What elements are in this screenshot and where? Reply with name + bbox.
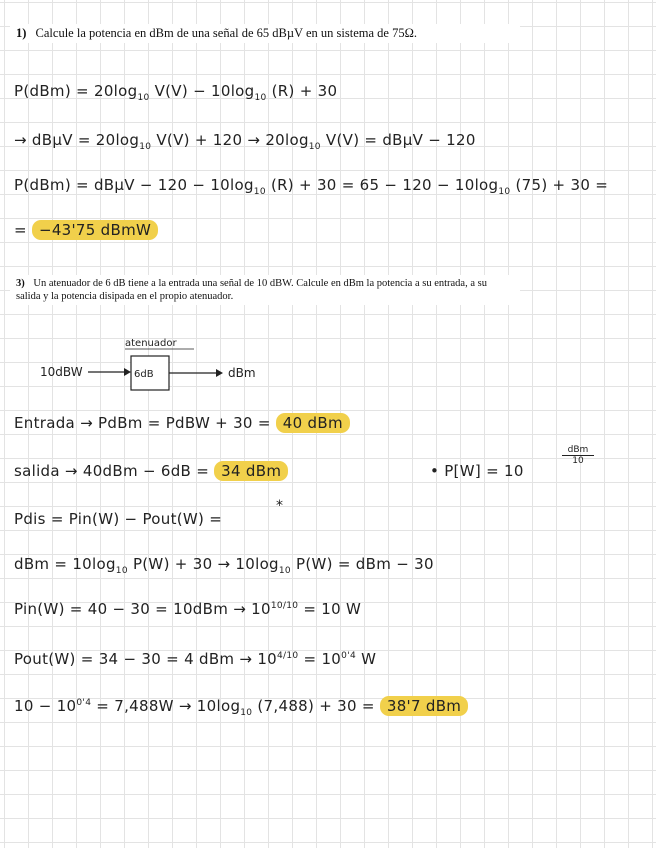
problem-number: 1) xyxy=(16,26,27,40)
diagram-input-label: 10dBW xyxy=(40,365,83,379)
highlighted-final-result: 38'7 dBm xyxy=(380,696,468,716)
conversion-line: dBm = $10\log_{10}$ $P(W) + 30 \to 10\log_{10}$ P(W) = dBm − 30 xyxy=(14,555,434,576)
power-exponent-fraction: dBm 10 xyxy=(562,445,594,466)
problem-number: 3) xyxy=(16,278,25,289)
asterisk-mark: * xyxy=(276,498,283,514)
problem-text: Calcule la potencia en dBm de una señal de 65 dBµV en un sistema de 75Ω. xyxy=(35,26,417,40)
problem-3-statement xyxy=(10,275,520,305)
problem-text: Un atenuador de 6 dB tiene a la entrada una señal de 10 dBW. Calcule en dBm la potencia a su entrada, a su salida y la potencia disipada en el propio atenuador. xyxy=(16,278,487,302)
diagram-output-label: dBm xyxy=(228,366,256,380)
attenuator-value: 6dB xyxy=(134,369,154,380)
highlighted-result: −43'75 dBmW xyxy=(32,220,158,240)
salida-line: salida → 40dBm − 6dB = 34 dBm xyxy=(14,462,288,480)
final-line: $10 - 10^{0'4} = 7,488W \to 10\log_{10}$ (7,488) + 30 = 38'7 dBm xyxy=(14,697,468,718)
pout-line: Pout(W) = 34 − 30 = 4 dBm → $10^{4/10} = 10^{0'4}$ W xyxy=(14,650,377,668)
formula-dbuv-line: → $dB\mu V = 20\log_{10}$ $V(V) + 120 \to 20\log_{10}$ V(V) = dBµV − 120 xyxy=(14,131,476,152)
pin-line: $Pin(W) = 40 - 30 = 10dBm \to 10^{10/10} = 10$ W xyxy=(14,600,362,618)
diagram-title: atenuador xyxy=(125,338,177,349)
highlighted-entrada-result: 40 dBm xyxy=(276,413,350,433)
entrada-line: Entrada → PdBm = PdBW + 30 = 40 dBm xyxy=(14,414,350,432)
pdis-line: Pdis = Pin(W) − Pout(W) = xyxy=(14,510,223,528)
power-watts-formula: • P[W] = 10 xyxy=(430,462,524,480)
attenuator-diagram-svg xyxy=(40,336,300,396)
attenuator-diagram xyxy=(40,336,300,396)
output-arrowhead xyxy=(216,369,223,377)
highlighted-salida-result: 34 dBm xyxy=(214,461,288,481)
problem-1-statement xyxy=(10,24,520,43)
input-arrowhead xyxy=(124,368,131,376)
formula-substitution-line: $P(dBm) = dB\mu V - 120 - 10\log_{10}$ $(R) + 30 = 65 - 120 - 10\log_{10}$ (75) + 30 = xyxy=(14,176,609,197)
result-line-1: = −43'75 dBmW xyxy=(14,221,158,239)
formula-dbm-line: $P(dBm) = 20\log_{10}$ $V(V) - 10\log_{10}$ (R) + 30 xyxy=(14,82,338,103)
